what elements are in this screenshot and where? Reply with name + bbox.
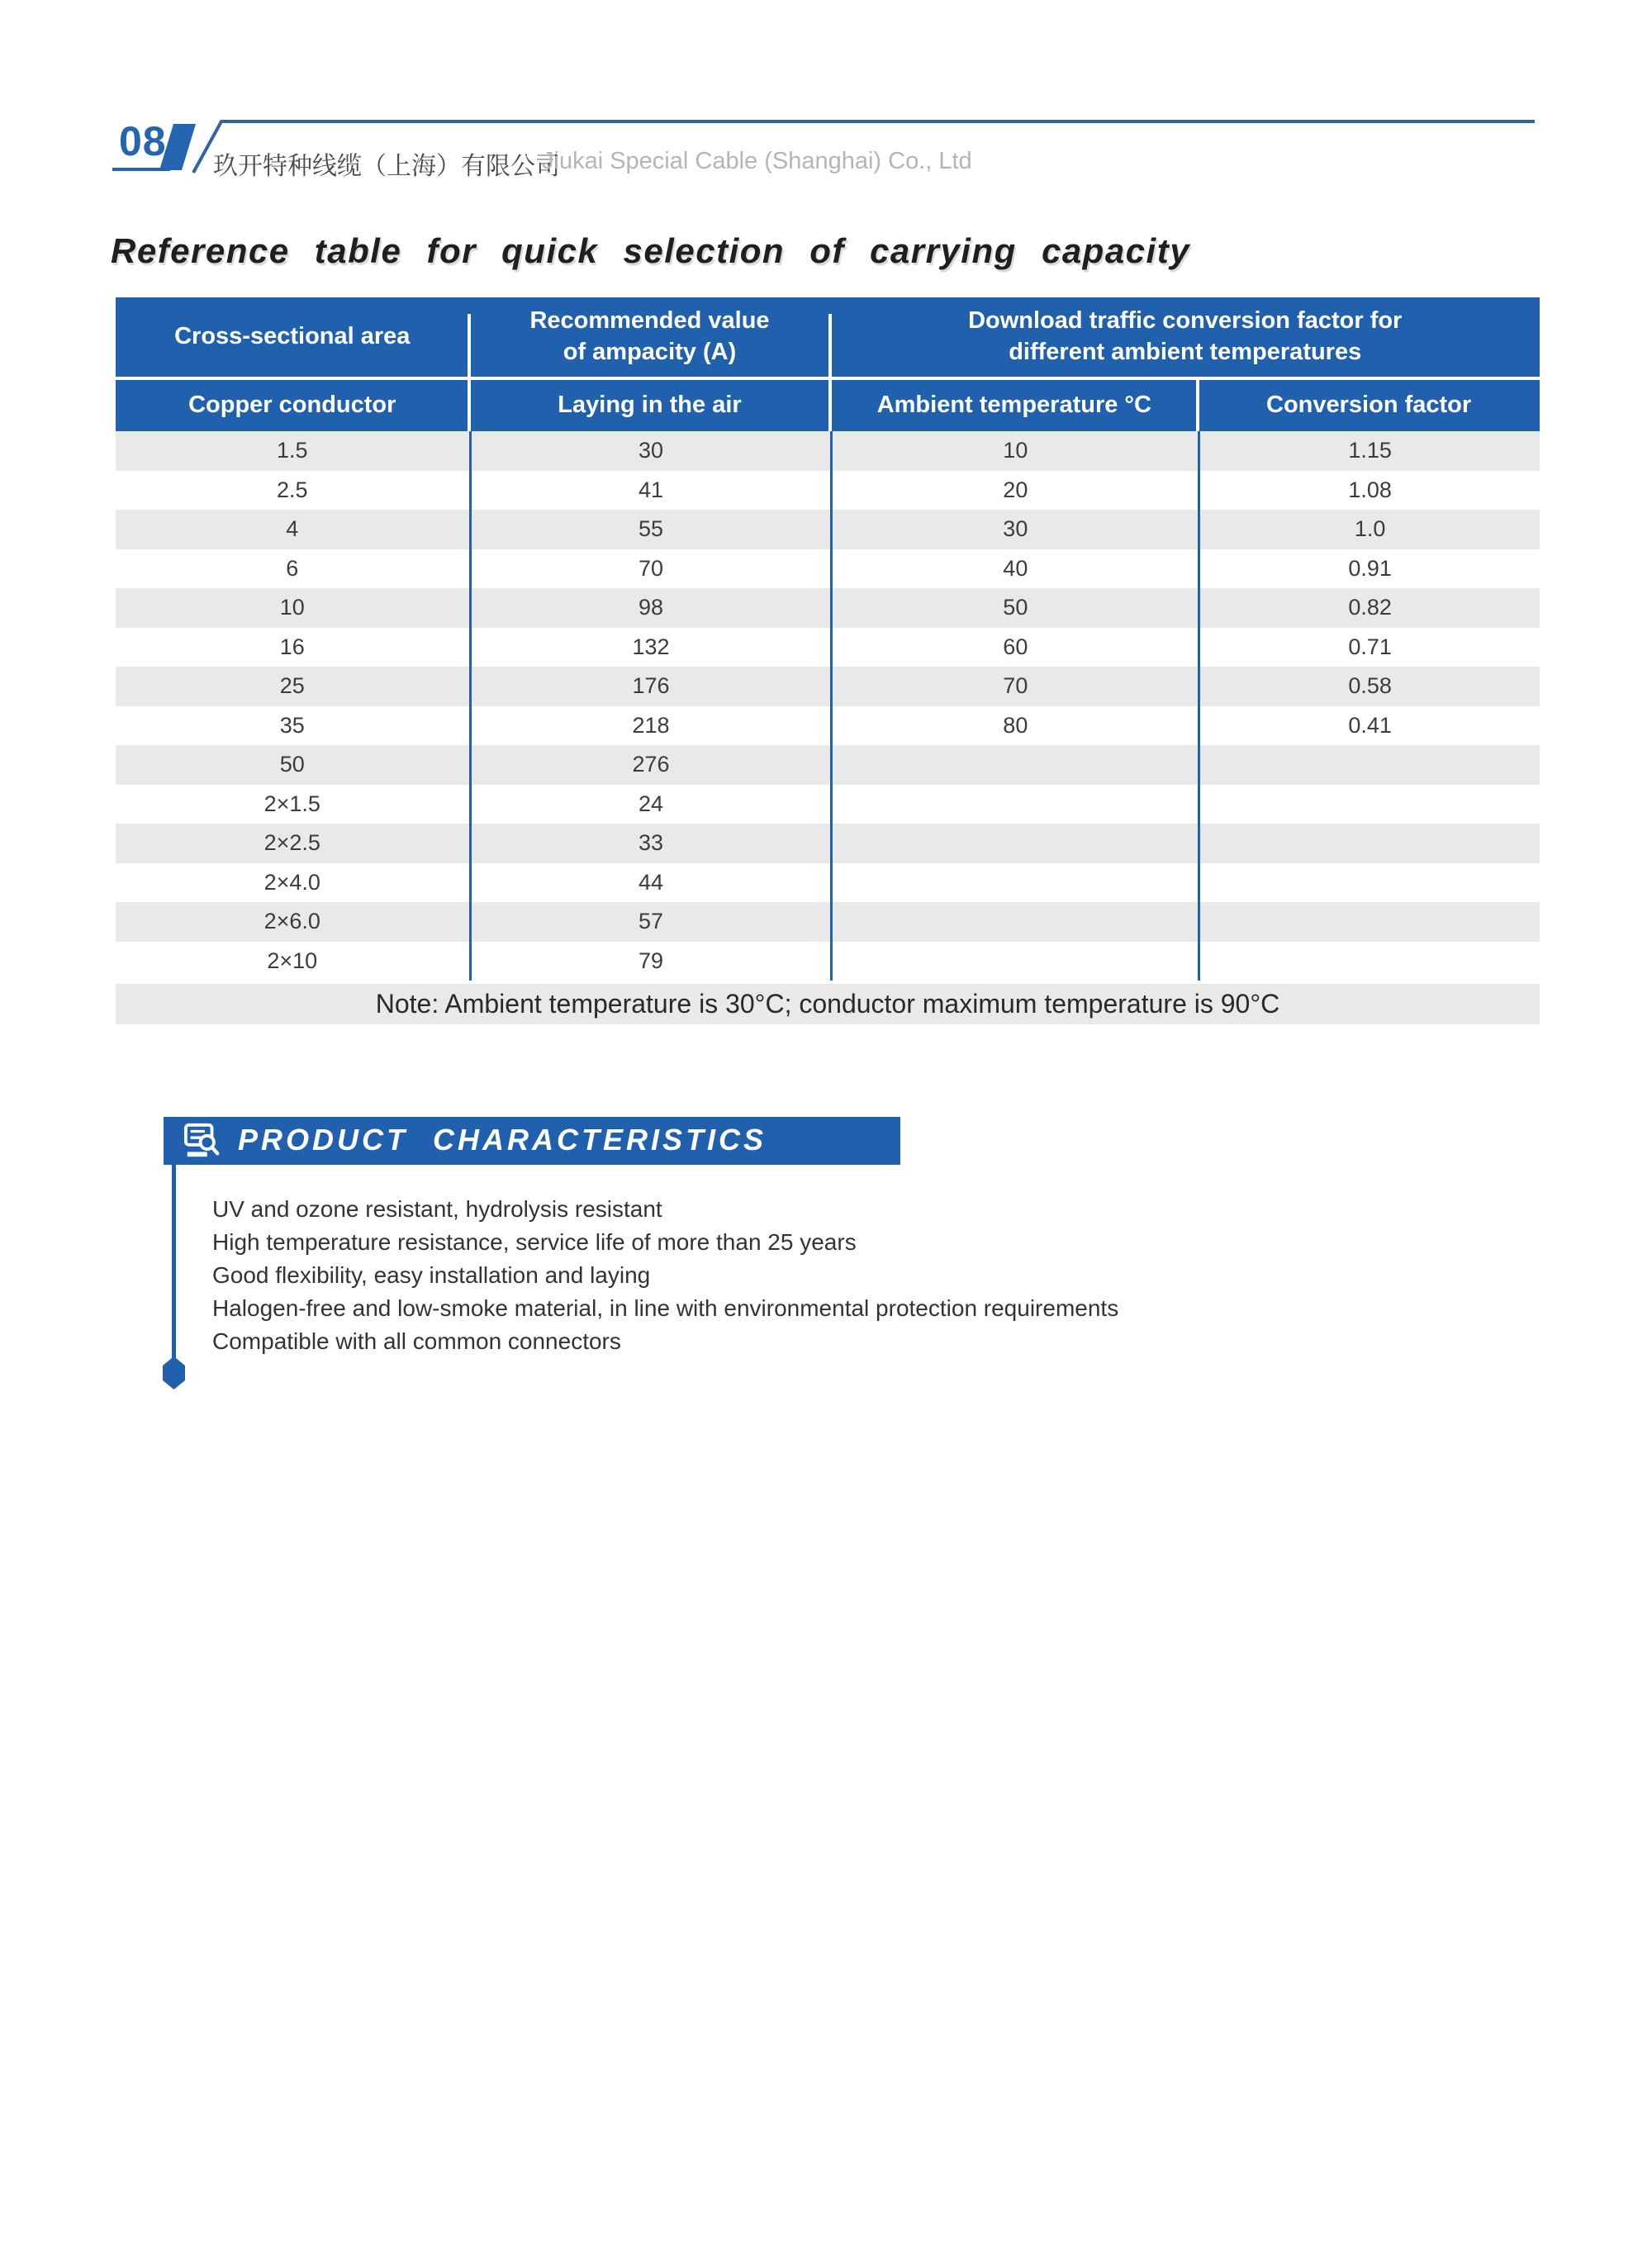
table-row: 16 132 60 0.71 xyxy=(116,628,1540,667)
table-body xyxy=(116,431,1540,981)
table-row: 2×4.0 44 xyxy=(116,863,1540,903)
characteristics-item: Good flexibility, easy installation and laying xyxy=(212,1262,651,1288)
characteristics-connector-line xyxy=(172,1165,176,1361)
header-cell-recommended-ampacity: Recommended value of ampacity (A) xyxy=(469,297,831,377)
company-name-chinese: 玖开特种线缆（上海）有限公司 xyxy=(213,153,560,180)
table-row: 4 55 30 1.0 xyxy=(116,510,1540,549)
header-cell-cross-sectional-area: Cross-sectional area xyxy=(174,323,411,350)
table-row: 35 218 80 0.41 xyxy=(116,706,1540,746)
subheader-copper-conductor: Copper conductor xyxy=(188,392,396,419)
table-row: 50 276 xyxy=(116,745,1540,785)
table-row: 2×1.5 24 xyxy=(116,785,1540,824)
company-name-english: Jiukai Special Cable (Shanghai) Co., Ltd xyxy=(542,148,972,174)
product-characteristics-banner xyxy=(164,1117,900,1165)
subheader-laying-in-air: Laying in the air xyxy=(469,380,831,431)
table-row: 25 176 70 0.58 xyxy=(116,667,1540,706)
characteristics-item: UV and ozone resistant, hydrolysis resistant xyxy=(212,1196,662,1222)
product-characteristics-title: PRODUCT CHARACTERISTICS xyxy=(238,1122,767,1157)
characteristics-item: High temperature resistance, service life of more than 25 years xyxy=(212,1229,857,1255)
characteristics-item: Halogen-free and low-smoke material, in line with environmental protection requirements xyxy=(212,1295,1119,1321)
table-subheader-row xyxy=(116,380,1540,431)
table-row: 2×6.0 57 xyxy=(116,902,1540,942)
table-row: 2×2.5 33 xyxy=(116,824,1540,863)
table-row: 6 70 40 0.91 xyxy=(116,549,1540,589)
characteristics-item: Compatible with all common connectors xyxy=(212,1328,621,1354)
table-header-row-group xyxy=(116,297,1540,377)
subheader-ambient-temperature: Ambient temperature °C xyxy=(830,380,1198,431)
header-cell-conversion-factor-group: Download traffic conversion factor for different ambient temperatures xyxy=(830,297,1540,377)
table-row: 2×10 79 xyxy=(116,942,1540,981)
characteristics-list xyxy=(212,1193,1118,1358)
subheader-conversion-factor: Conversion factor xyxy=(1198,380,1540,431)
spec-search-icon xyxy=(183,1122,221,1160)
diamond-icon xyxy=(163,1356,185,1389)
table-row: 10 98 50 0.82 xyxy=(116,588,1540,628)
page-number: 08 xyxy=(119,118,167,164)
carrying-capacity-table xyxy=(116,297,1540,1024)
table-row: 2.5 41 20 1.08 xyxy=(116,471,1540,511)
section-title: Reference table for quick selection of carrying capacity xyxy=(111,231,1191,270)
table-row: 1.5 30 10 1.15 xyxy=(116,431,1540,471)
table-note: Note: Ambient temperature is 30°C; conductor maximum temperature is 90°C xyxy=(116,984,1540,1024)
